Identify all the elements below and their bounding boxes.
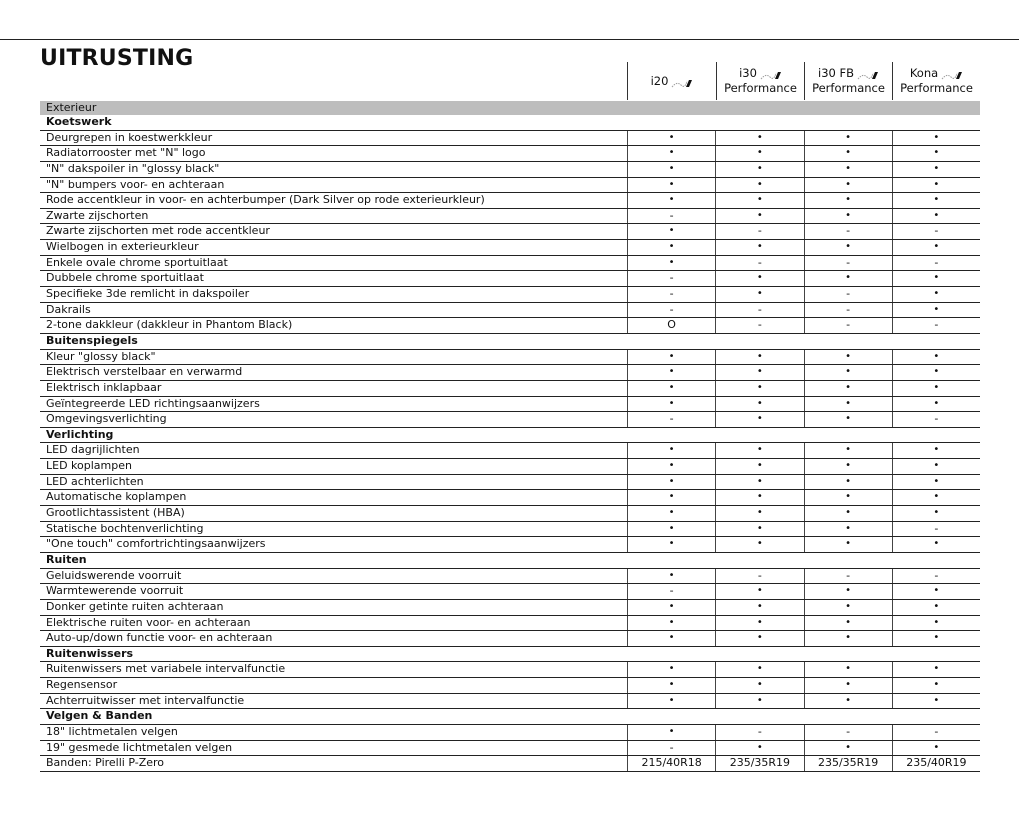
feature-value: -: [627, 584, 715, 599]
feature-label: 2-tone dakkleur (dakkleur in Phantom Black): [46, 318, 293, 332]
feature-label: Zwarte zijschorten met rode accentkleur: [46, 224, 270, 238]
model-name-line: [651, 74, 694, 89]
feature-value: •: [627, 131, 715, 146]
model-name: Kona: [909, 66, 939, 80]
category-row: [40, 709, 980, 725]
feature-value: •: [892, 631, 980, 646]
feature-value: •: [804, 600, 892, 615]
feature-value: -: [715, 569, 803, 584]
n-logo-icon: [941, 69, 963, 78]
feature-value: •: [627, 350, 715, 365]
feature-value: •: [804, 537, 892, 552]
feature-value: •: [715, 443, 803, 458]
feature-label: "One touch" comfortrichtingsaanwijzers: [46, 537, 266, 551]
top-rule: [0, 39, 1019, 40]
feature-value: •: [804, 584, 892, 599]
table-row: [40, 443, 980, 459]
table-row: [40, 350, 980, 366]
feature-value: •: [715, 397, 803, 412]
n-logo-icon: [671, 77, 693, 86]
feature-label: Elektrisch verstelbaar en verwarmd: [46, 365, 243, 379]
table-row: [40, 412, 980, 428]
feature-value: •: [715, 271, 803, 286]
feature-value: -: [804, 725, 892, 740]
feature-value: •: [892, 459, 980, 474]
feature-value: •: [715, 631, 803, 646]
feature-value: •: [804, 381, 892, 396]
feature-value: •: [804, 365, 892, 380]
model-name: i20: [650, 73, 669, 88]
feature-value: -: [715, 256, 803, 271]
feature-value: •: [804, 631, 892, 646]
table-row: [40, 365, 980, 381]
table-row: [40, 271, 980, 287]
table-row: [40, 600, 980, 616]
feature-label: Regensensor: [46, 678, 118, 692]
table-row: [40, 209, 980, 225]
feature-label: Specifieke 3de remlicht in dakspoiler: [46, 287, 250, 301]
feature-label: LED koplampen: [46, 459, 132, 473]
feature-value: •: [627, 459, 715, 474]
table-row: [40, 522, 980, 538]
feature-value: •: [892, 662, 980, 677]
feature-value: -: [892, 256, 980, 271]
feature-label: "N" bumpers voor- en achteraan: [46, 177, 225, 191]
feature-value: -: [804, 569, 892, 584]
feature-value: •: [892, 240, 980, 255]
feature-label: LED dagrijlichten: [46, 443, 140, 457]
feature-value: •: [715, 584, 803, 599]
feature-value: -: [892, 522, 980, 537]
feature-label: Geïntegreerde LED richtingsaanwijzers: [46, 396, 260, 410]
feature-value: •: [892, 131, 980, 146]
table-row: [40, 678, 980, 694]
feature-label: Auto-up/down functie voor- en achteraan: [46, 631, 273, 645]
feature-value: •: [804, 178, 892, 193]
feature-label: 19" gesmede lichtmetalen velgen: [46, 740, 233, 754]
feature-label: LED achterlichten: [46, 474, 144, 488]
feature-value: •: [715, 412, 803, 427]
category-label: Koetswerk: [46, 115, 112, 128]
table-row: [40, 178, 980, 194]
feature-value: •: [892, 490, 980, 505]
feature-label: Elektrisch inklapbaar: [46, 380, 162, 394]
model-name-line: [910, 66, 963, 81]
feature-value: •: [715, 506, 803, 521]
feature-value: •: [804, 459, 892, 474]
table-row: [40, 287, 980, 303]
feature-value: •: [715, 522, 803, 537]
feature-value: 235/40R19: [892, 756, 980, 771]
feature-label: Automatische koplampen: [46, 490, 187, 504]
feature-label: Kleur "glossy black": [46, 349, 156, 363]
feature-value: -: [627, 271, 715, 286]
feature-value: •: [804, 616, 892, 631]
category-row: [40, 647, 980, 663]
category-label: Verlichting: [46, 427, 114, 441]
feature-value: •: [715, 490, 803, 505]
feature-value: -: [892, 569, 980, 584]
category-label: Ruitenwissers: [46, 646, 134, 660]
feature-label: Statische bochtenverlichting: [46, 521, 204, 535]
feature-value: •: [627, 490, 715, 505]
feature-value: •: [892, 537, 980, 552]
feature-value: •: [715, 287, 803, 302]
feature-value: •: [892, 678, 980, 693]
feature-value: -: [892, 725, 980, 740]
feature-value: •: [804, 694, 892, 709]
table-row: [40, 224, 980, 240]
feature-value: •: [715, 662, 803, 677]
table-row: [40, 146, 980, 162]
feature-label: Achterruitwisser met intervalfunctie: [46, 693, 245, 707]
table-row: [40, 475, 980, 491]
feature-value: •: [892, 271, 980, 286]
table-row: [40, 193, 980, 209]
feature-value: •: [892, 303, 980, 318]
feature-value: •: [627, 224, 715, 239]
feature-value: •: [627, 162, 715, 177]
feature-value: 235/35R19: [715, 756, 803, 771]
feature-value: -: [627, 412, 715, 427]
feature-label: Wielbogen in exterieurkleur: [46, 240, 199, 254]
feature-value: •: [715, 741, 803, 756]
page-title: UITRUSTING: [40, 46, 194, 71]
feature-value: •: [627, 694, 715, 709]
model-subtitle: Performance: [812, 81, 885, 95]
feature-value: -: [804, 224, 892, 239]
feature-value: •: [627, 631, 715, 646]
feature-value: •: [804, 350, 892, 365]
feature-value: •: [892, 616, 980, 631]
model-header: [627, 62, 716, 100]
feature-value: •: [804, 662, 892, 677]
model-subtitle: Performance: [900, 81, 973, 95]
feature-value: •: [715, 459, 803, 474]
feature-label: "N" dakspoiler in "glossy black": [46, 161, 220, 175]
feature-value: •: [892, 741, 980, 756]
table-row: [40, 459, 980, 475]
feature-value: •: [804, 522, 892, 537]
feature-value: -: [715, 725, 803, 740]
feature-value: •: [627, 397, 715, 412]
feature-value: •: [892, 209, 980, 224]
table-row: [40, 131, 980, 147]
feature-value: •: [715, 475, 803, 490]
feature-value: •: [892, 506, 980, 521]
feature-value: •: [715, 162, 803, 177]
feature-value: •: [627, 506, 715, 521]
feature-value: •: [627, 381, 715, 396]
feature-value: -: [627, 741, 715, 756]
table-row: [40, 537, 980, 553]
feature-label: Omgevingsverlichting: [46, 412, 167, 426]
table-row: [40, 569, 980, 585]
feature-value: •: [804, 412, 892, 427]
feature-label: Banden: Pirelli P-Zero: [46, 756, 165, 770]
feature-value: 235/35R19: [804, 756, 892, 771]
feature-value: O: [627, 318, 715, 333]
table-row: [40, 381, 980, 397]
feature-value: •: [804, 131, 892, 146]
model-name-line: [739, 66, 782, 81]
feature-value: •: [804, 397, 892, 412]
feature-label: Ruitenwissers met variabele intervalfunctie: [46, 662, 286, 676]
feature-label: Elektrische ruiten voor- en achteraan: [46, 615, 251, 629]
table-row: [40, 256, 980, 272]
table-row: [40, 162, 980, 178]
feature-value: •: [892, 287, 980, 302]
feature-value: •: [627, 569, 715, 584]
feature-label: 18" lichtmetalen velgen: [46, 724, 178, 738]
feature-value: •: [627, 662, 715, 677]
feature-label: Geluidswerende voorruit: [46, 568, 182, 582]
n-logo-icon: [760, 69, 782, 78]
feature-value: •: [627, 678, 715, 693]
feature-value: -: [804, 256, 892, 271]
feature-value: •: [892, 365, 980, 380]
feature-value: •: [804, 193, 892, 208]
feature-value: •: [804, 678, 892, 693]
category-label: Ruiten: [46, 552, 87, 566]
feature-value: •: [627, 616, 715, 631]
feature-value: -: [627, 287, 715, 302]
feature-value: •: [627, 146, 715, 161]
feature-value: •: [715, 146, 803, 161]
feature-value: •: [715, 694, 803, 709]
feature-value: •: [892, 397, 980, 412]
feature-value: •: [804, 271, 892, 286]
feature-label: Rode accentkleur in voor- en achterbumper (Dark Silver op rode exterieurkleur): [46, 193, 485, 207]
feature-value: -: [892, 318, 980, 333]
feature-value: •: [892, 475, 980, 490]
table-row: [40, 662, 980, 678]
feature-value: •: [804, 741, 892, 756]
feature-label: Donker getinte ruiten achteraan: [46, 599, 224, 613]
feature-value: •: [715, 678, 803, 693]
model-name-line: [818, 66, 879, 81]
n-logo-icon: [857, 69, 879, 78]
category-label: Buitenspiegels: [46, 333, 138, 347]
feature-value: •: [892, 694, 980, 709]
feature-value: •: [715, 616, 803, 631]
table-row: [40, 303, 980, 319]
feature-label: Grootlichtassistent (HBA): [46, 506, 185, 520]
feature-value: •: [715, 178, 803, 193]
feature-value: •: [804, 475, 892, 490]
feature-value: •: [715, 537, 803, 552]
feature-value: •: [892, 162, 980, 177]
model-header: [804, 62, 892, 100]
feature-value: •: [892, 584, 980, 599]
feature-value: •: [715, 131, 803, 146]
feature-value: •: [715, 600, 803, 615]
feature-value: -: [715, 303, 803, 318]
feature-value: •: [804, 209, 892, 224]
table-row: [40, 584, 980, 600]
feature-value: •: [892, 178, 980, 193]
feature-label: Radiatorrooster met "N" logo: [46, 146, 206, 160]
feature-value: •: [804, 443, 892, 458]
feature-label: Enkele ovale chrome sportuitlaat: [46, 255, 228, 269]
feature-value: -: [804, 303, 892, 318]
feature-value: •: [892, 600, 980, 615]
feature-value: •: [627, 725, 715, 740]
model-header: [716, 62, 804, 100]
feature-label: Zwarte zijschorten: [46, 208, 149, 222]
feature-value: •: [627, 365, 715, 380]
table-row: [40, 240, 980, 256]
feature-label: Dubbele chrome sportuitlaat: [46, 271, 204, 285]
feature-value: 215/40R18: [627, 756, 715, 771]
feature-label: Dakrails: [46, 302, 91, 316]
feature-value: -: [892, 224, 980, 239]
category-row: [40, 553, 980, 569]
feature-value: •: [892, 146, 980, 161]
feature-value: •: [627, 522, 715, 537]
feature-value: •: [892, 193, 980, 208]
feature-value: •: [715, 193, 803, 208]
feature-value: •: [715, 365, 803, 380]
feature-value: •: [715, 209, 803, 224]
category-row: [40, 334, 980, 350]
model-subtitle: Performance: [724, 81, 797, 95]
feature-value: •: [715, 350, 803, 365]
feature-value: •: [892, 350, 980, 365]
feature-value: •: [627, 537, 715, 552]
feature-value: -: [892, 412, 980, 427]
table-row: [40, 631, 980, 647]
feature-value: •: [804, 162, 892, 177]
table-row: [40, 694, 980, 710]
feature-value: •: [804, 506, 892, 521]
feature-value: •: [804, 146, 892, 161]
table-row: [40, 741, 980, 757]
feature-value: •: [892, 381, 980, 396]
section-header: Exterieur: [40, 101, 980, 115]
feature-value: -: [627, 303, 715, 318]
feature-value: •: [892, 443, 980, 458]
table-row: [40, 725, 980, 741]
feature-value: •: [715, 381, 803, 396]
category-label: Velgen & Banden: [46, 709, 153, 723]
table-row: [40, 616, 980, 632]
model-name: i30 FB: [818, 66, 854, 80]
feature-value: •: [804, 240, 892, 255]
category-row: [40, 428, 980, 444]
feature-value: •: [627, 178, 715, 193]
feature-value: •: [715, 240, 803, 255]
feature-value: -: [804, 287, 892, 302]
table-row: [40, 318, 980, 334]
feature-value: •: [804, 490, 892, 505]
feature-value: -: [627, 209, 715, 224]
feature-value: •: [627, 240, 715, 255]
feature-value: •: [627, 256, 715, 271]
table-row: [40, 756, 980, 772]
feature-value: •: [627, 443, 715, 458]
table-row: [40, 490, 980, 506]
model-header: [892, 62, 980, 100]
model-name: i30: [739, 66, 757, 80]
feature-value: •: [627, 193, 715, 208]
feature-value: •: [627, 600, 715, 615]
feature-label: Warmtewerende voorruit: [46, 584, 184, 598]
feature-value: •: [627, 475, 715, 490]
category-row: [40, 115, 980, 131]
feature-label: Deurgrepen in koestwerkkleur: [46, 130, 213, 144]
feature-value: -: [804, 318, 892, 333]
equipment-table: [40, 101, 980, 772]
table-row: [40, 397, 980, 413]
feature-value: -: [715, 224, 803, 239]
feature-value: -: [715, 318, 803, 333]
table-row: [40, 506, 980, 522]
